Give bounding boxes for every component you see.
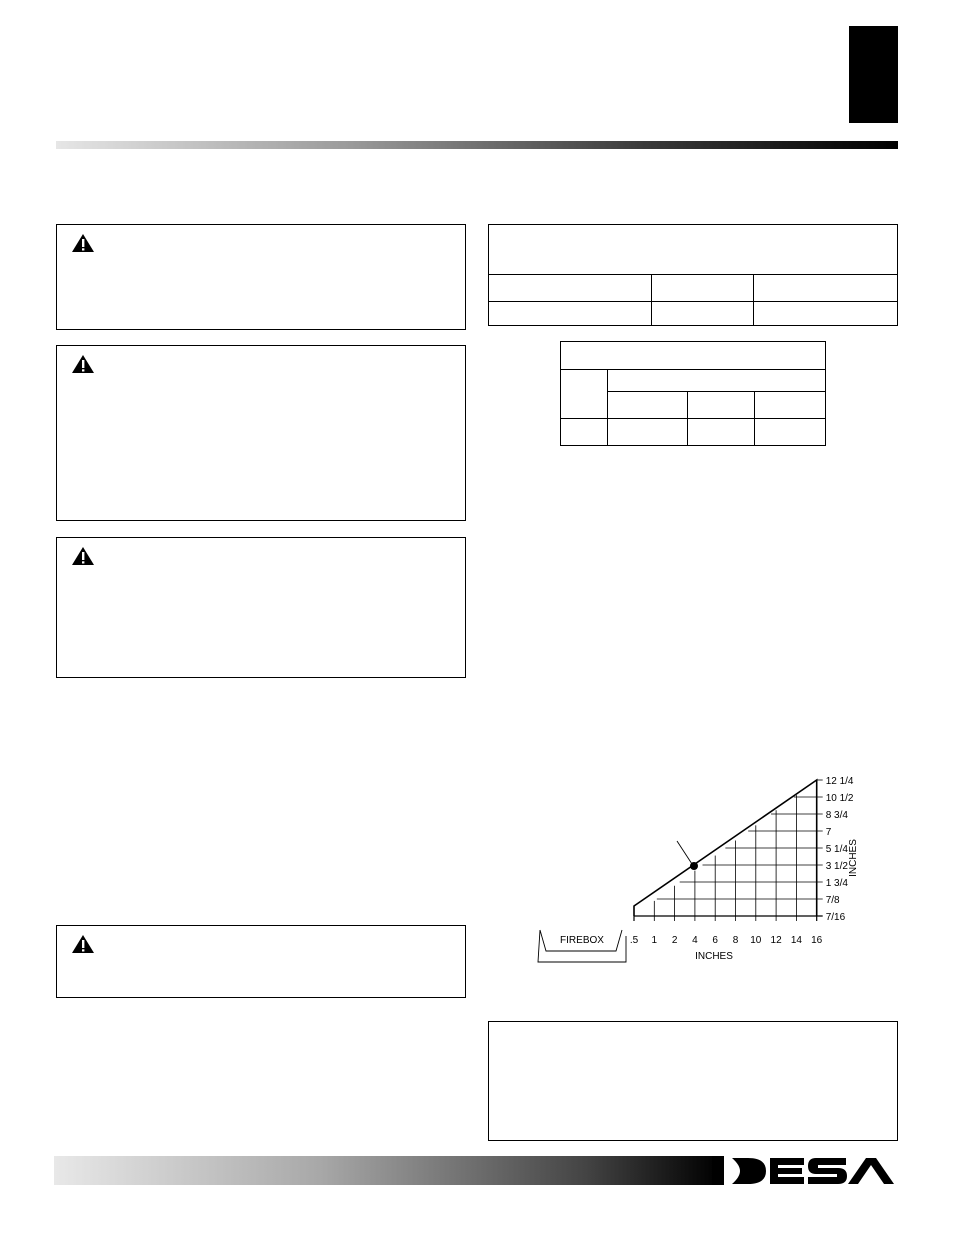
clearance-table-cell xyxy=(688,419,755,446)
spec-table xyxy=(488,274,898,326)
chart-callout-leader xyxy=(677,841,692,864)
warning-box-2 xyxy=(56,345,466,521)
clearance-table-cell xyxy=(608,419,688,446)
chart-x-tick-label: 4 xyxy=(692,935,698,946)
clearance-table-cell xyxy=(608,392,688,419)
chart-x-tick-labels xyxy=(630,935,823,946)
chart-y-tick-label: 12 1/4 xyxy=(825,776,854,787)
chart-y-tick-label: 7 xyxy=(825,827,832,838)
chart-x-tick-label: 2 xyxy=(671,935,678,946)
chart-y-tick-label: 10 1/2 xyxy=(825,793,854,804)
chart-example-point xyxy=(690,862,698,870)
clearance-table-title-cell xyxy=(561,342,826,370)
warning-box-1 xyxy=(56,224,466,330)
clearance-table-cell xyxy=(608,370,826,392)
chart-y-tick-label: 8 3/4 xyxy=(825,810,848,821)
footer-bar xyxy=(54,1156,718,1185)
clearance-chart xyxy=(528,770,864,970)
chart-y-tick-label: 5 1/4 xyxy=(825,844,848,855)
warning-icon xyxy=(71,354,95,374)
spec-table-cell xyxy=(754,302,898,326)
clearance-table-cell xyxy=(755,392,826,419)
spec-table-cell xyxy=(754,275,898,302)
spec-table-cell xyxy=(652,275,754,302)
footer-divider xyxy=(712,1156,724,1185)
clearance-table-cell xyxy=(688,392,755,419)
warning-box-4 xyxy=(56,925,466,998)
chart-x-tick-label: 16 xyxy=(811,935,823,946)
spec-table-cell xyxy=(489,302,652,326)
note-box xyxy=(488,1021,898,1141)
chart-y-tick-label: 7/8 xyxy=(825,895,840,906)
chart-x-tick-label: 10 xyxy=(750,935,762,946)
chart-x-tick-label: 14 xyxy=(790,935,802,946)
chart-y-tick-label: 3 1/2 xyxy=(825,861,848,872)
clearance-table-cell xyxy=(755,419,826,446)
warning-icon xyxy=(71,546,95,566)
chart-y-tick-label: 7/16 xyxy=(825,912,846,923)
chart-xlabel: INCHES xyxy=(695,951,733,962)
chart-x-tick-label: 8 xyxy=(732,935,739,946)
clearance-table-cell xyxy=(561,419,608,446)
header-rule xyxy=(56,141,898,149)
chart-y-tick-label: 1 3/4 xyxy=(825,878,848,889)
page-tab-marker xyxy=(849,26,898,123)
chart-x-tick-label: 12 xyxy=(770,935,782,946)
chart-ylabel: INCHES xyxy=(848,839,859,877)
firebox-label: FIREBOX xyxy=(560,935,604,946)
warning-box-3 xyxy=(56,537,466,678)
chart-grid xyxy=(634,780,823,921)
clearance-table-cell xyxy=(561,370,608,419)
chart-x-tick-label: 6 xyxy=(712,935,718,946)
desa-logo xyxy=(726,1154,898,1187)
chart-x-tick-label: .5 xyxy=(629,935,639,946)
warning-icon xyxy=(71,934,95,954)
spec-table-cell xyxy=(652,302,754,326)
spec-table-header xyxy=(488,224,898,275)
spec-table-cell xyxy=(489,275,652,302)
warning-icon xyxy=(71,233,95,253)
clearance-table xyxy=(560,341,826,446)
chart-x-tick-label: 1 xyxy=(651,935,658,946)
